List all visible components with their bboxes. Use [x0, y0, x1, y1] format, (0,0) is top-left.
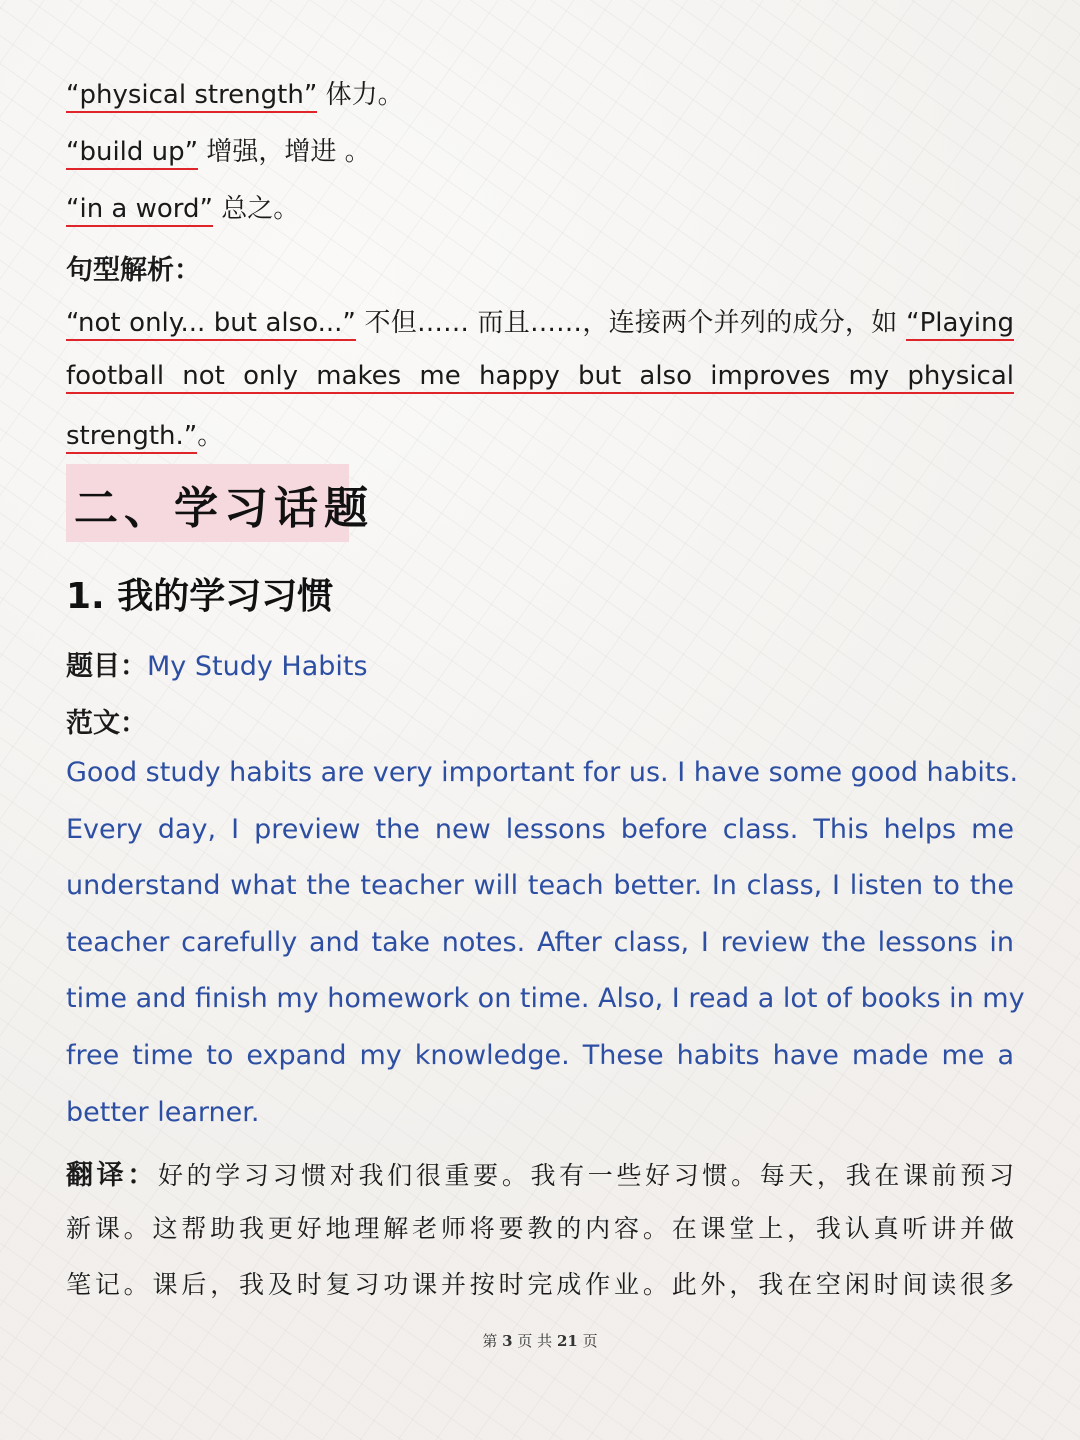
pattern-explanation: 不但…… 而且……，连接两个并列的成分，如: [355, 308, 907, 338]
translation-label: 翻译：: [66, 1160, 158, 1191]
pattern-line-1: [66, 302, 1014, 339]
translation-line-1: [66, 1153, 1014, 1192]
vocab-item: [66, 131, 371, 168]
essay-line: understand what the teacher will teach better. In class, I listen to the: [66, 870, 1014, 901]
essay-line: teacher carefully and take notes. After class, I review the lessons in: [66, 927, 1014, 958]
pattern-term: “not only... but also...”: [66, 308, 356, 341]
vocab-item: [66, 74, 404, 111]
pattern-example-start: “Playing: [906, 308, 1014, 341]
pattern-tail: 。: [197, 421, 224, 451]
essay-label: 范文：: [66, 708, 147, 739]
vocab-term: “physical strength”: [66, 80, 317, 113]
translation-line: 新课。这帮助我更好地理解老师将要教的内容。在课堂上，我认真听讲并做: [66, 1214, 1014, 1243]
footer-suffix: 页: [582, 1332, 598, 1350]
pattern-line-2: [66, 361, 1014, 394]
essay-line: better learner.: [66, 1097, 260, 1128]
topic-label: 题目：: [66, 651, 147, 682]
pattern-line-3: [66, 415, 223, 452]
pattern-example-end: strength.”: [66, 421, 197, 454]
vocab-term: “build up”: [66, 137, 198, 170]
subsection-title: 1. 我的学习习惯: [66, 576, 334, 617]
vocab-item: [66, 188, 299, 225]
pattern-label: 句型解析：: [66, 255, 201, 286]
translation-line: 笔记。课后，我及时复习功课并按时完成作业。此外，我在空闲时间读很多: [66, 1270, 1014, 1299]
essay-line: Every day, I preview the new lessons before class. This helps me: [66, 814, 1014, 845]
essay-line: Good study habits are very important for us. I have some good habits.: [66, 757, 1019, 788]
vocab-meaning: 体力。: [317, 80, 404, 110]
document-page: [66, 0, 1025, 1440]
vocab-meaning: 增强，增进 。: [198, 137, 371, 167]
footer-prefix: 第: [482, 1332, 498, 1350]
pattern-example-middle: football not only makes me happy but also improves my physical: [66, 361, 1014, 394]
translation-text: 好的学习习惯对我们很重要。我有一些好习惯。每天，我在课前预习: [157, 1161, 1014, 1190]
topic-row: [66, 644, 368, 683]
vocab-term: “in a word”: [66, 194, 213, 227]
footer-page-number: 3: [502, 1332, 513, 1350]
page-footer: [0, 1330, 1080, 1351]
section-title: 二、学习话题: [74, 483, 374, 534]
topic-value: My Study Habits: [147, 651, 368, 682]
essay-line: time and finish my homework on time. Also, I read a lot of books in my: [66, 983, 1025, 1014]
vocab-meaning: 总之。: [213, 194, 300, 224]
footer-total-pages: 21: [556, 1332, 578, 1350]
footer-mid: 页 共: [517, 1332, 553, 1350]
essay-line: free time to expand my knowledge. These habits have made me a: [66, 1040, 1014, 1071]
